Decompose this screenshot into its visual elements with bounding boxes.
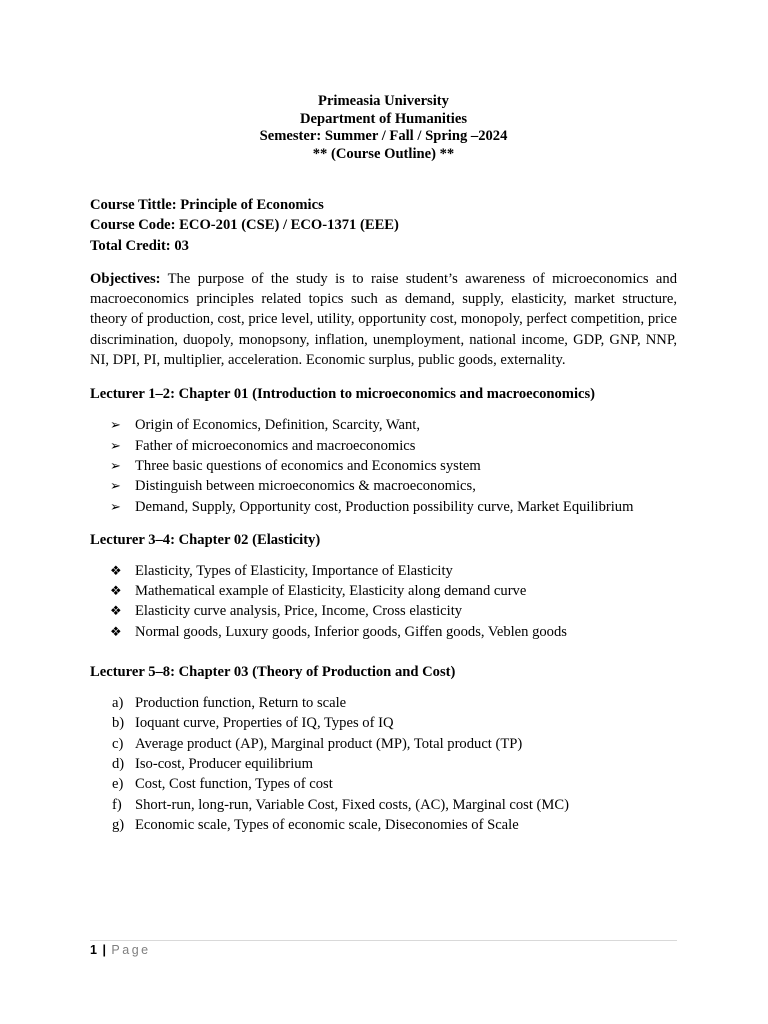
list-item-text: Ioquant curve, Properties of IQ, Types of IQ (135, 715, 394, 732)
diamond-bullet-icon: ❖ (110, 583, 122, 599)
footer-divider (90, 940, 677, 941)
page-number: 1 (90, 943, 97, 957)
lecture-3-list (90, 693, 677, 835)
list-letter: a) (112, 695, 124, 712)
course-code: Course Code: ECO-201 (CSE) / ECO-1371 (EEE) (90, 217, 399, 234)
list-item-text: Short-run, long-run, Variable Cost, Fixed costs, (AC), Marginal cost (MC) (135, 796, 569, 813)
list-letter: d) (112, 755, 125, 772)
list-item (90, 754, 677, 774)
page-label: Page (111, 943, 151, 957)
list-item (90, 734, 677, 754)
list-item-text: Production function, Return to scale (135, 695, 347, 712)
list-item-text: Distinguish between microeconomics & macroeconomics, (135, 478, 476, 495)
course-title: Course Tittle: Principle of Economics (90, 197, 324, 213)
page-footer (90, 943, 151, 957)
list-item-text: Average product (AP), Marginal product (MP), Total product (TP) (135, 735, 523, 752)
diamond-bullet-icon: ❖ (110, 623, 122, 639)
list-letter: e) (112, 776, 124, 793)
list-item-text: Normal goods, Luxury goods, Inferior goods, Giffen goods, Veblen goods (135, 623, 567, 640)
list-item (90, 561, 677, 581)
objectives-label: Objectives: (90, 270, 161, 287)
list-letter: b) (112, 715, 125, 732)
list-item (90, 622, 677, 642)
list-item (90, 815, 677, 835)
list-item-text: Iso-cost, Producer equilibrium (135, 755, 313, 772)
objectives-text: The purpose of the study is to raise student’s awareness of microeconomics and macroeconomics principles related topics such as demand, supply, elasticity, market structure, theory of production, cost, price level, utility, opportunity cost, monopoly, perfect competition, price discrimination, duopoly, monopsony, inflation, unemployment, national income, GDP, GNP, NNP, NI, DPI, PI, multiplier, acceleration. Economic surplus, public goods, externality. (90, 270, 677, 369)
document-page (90, 93, 677, 835)
outline-label: ** (Course Outline) ** (312, 145, 455, 162)
document-header (90, 93, 677, 163)
list-item (90, 581, 677, 601)
list-item (90, 476, 677, 496)
list-item (90, 415, 677, 435)
arrow-bullet-icon: ➢ (110, 478, 121, 494)
list-item (90, 774, 677, 794)
list-item (90, 795, 677, 815)
list-letter: f) (112, 796, 122, 813)
list-item-text: Demand, Supply, Opportunity cost, Production possibility curve, Market Equilibrium (135, 498, 634, 515)
course-credit: Total Credit: 03 (90, 237, 189, 254)
lecture-2-list (90, 561, 677, 642)
university-name: Primeasia University (318, 93, 449, 109)
arrow-bullet-icon: ➢ (110, 417, 121, 433)
list-item-text: Mathematical example of Elasticity, Elasticity along demand curve (135, 583, 527, 600)
diamond-bullet-icon: ❖ (110, 603, 122, 619)
list-item (90, 693, 677, 713)
list-item (90, 436, 677, 456)
list-letter: g) (112, 816, 125, 833)
list-item (90, 713, 677, 733)
list-item-text: Economic scale, Types of economic scale, Diseconomies of Scale (135, 816, 519, 833)
course-info (90, 195, 677, 256)
list-item-text: Elasticity curve analysis, Price, Income, Cross elasticity (135, 603, 463, 620)
list-item (90, 497, 677, 517)
list-item-text: Elasticity, Types of Elasticity, Importance of Elasticity (135, 562, 453, 579)
lecture-2-title: Lecturer 3–4: Chapter 02 (Elasticity) (90, 531, 321, 548)
diamond-bullet-icon: ❖ (110, 562, 122, 578)
list-item-text: Origin of Economics, Definition, Scarcity, Want, (135, 417, 420, 434)
list-item-text: Three basic questions of economics and Economics system (135, 457, 481, 474)
objectives-paragraph (90, 269, 677, 370)
department-name: Department of Humanities (300, 110, 467, 127)
list-item (90, 456, 677, 476)
lecture-1-list (90, 415, 677, 516)
list-item-text: Cost, Cost function, Types of cost (135, 776, 333, 793)
list-item (90, 601, 677, 621)
arrow-bullet-icon: ➢ (110, 457, 121, 473)
arrow-bullet-icon: ➢ (110, 498, 121, 514)
semester-line: Semester: Summer / Fall / Spring –2024 (259, 128, 508, 144)
lecture-1-title: Lecturer 1–2: Chapter 01 (Introduction to microeconomics and macroeconomics) (90, 386, 596, 403)
list-letter: c) (112, 735, 124, 752)
footer-separator: | (102, 943, 106, 957)
lecture-3-title: Lecturer 5–8: Chapter 03 (Theory of Production and Cost) (90, 664, 456, 681)
list-item-text: Father of microeconomics and macroeconomics (135, 437, 416, 454)
arrow-bullet-icon: ➢ (110, 437, 121, 453)
